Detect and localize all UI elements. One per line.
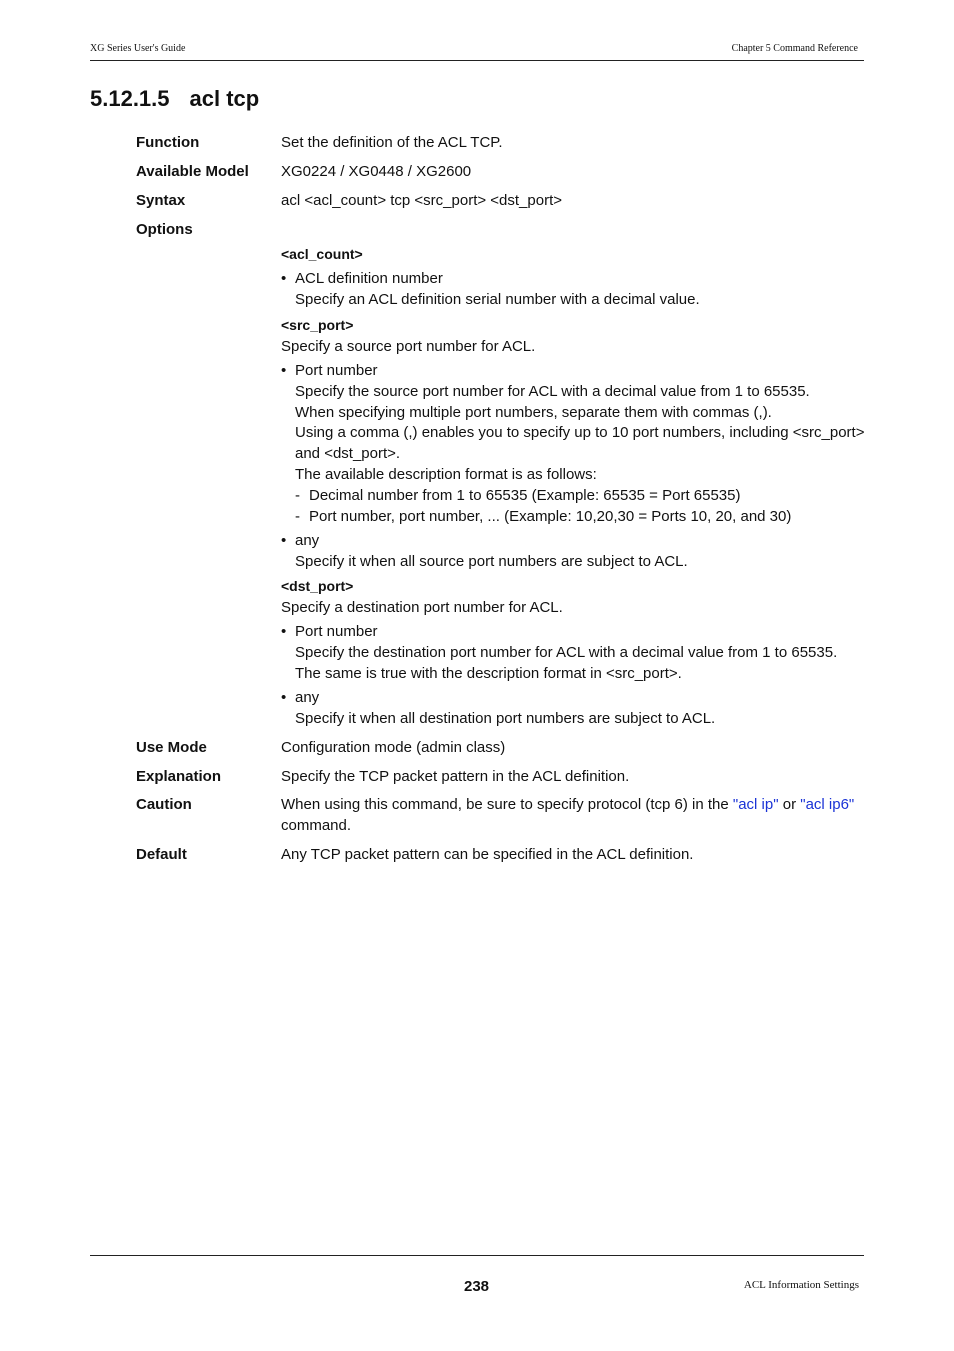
caution-text-mid: or	[778, 796, 801, 813]
explanation-label: Explanation	[136, 768, 222, 785]
option-heading-acl-count: <acl_count>	[281, 246, 363, 262]
page-number: 238	[464, 1278, 490, 1295]
option-heading-dst-port: <dst_port>	[281, 578, 354, 594]
dash-marker: -	[295, 508, 300, 525]
bullet-icon: •	[281, 270, 287, 287]
syntax-value: acl <acl_count> tcp <src_port> <dst_port>	[281, 192, 563, 209]
syntax-label: Syntax	[136, 192, 186, 209]
caution-text-pre: When using this command, be sure to specify protocol (tcp 6) in the	[281, 796, 733, 813]
dst-port-intro: Specify a destination port number for ACL.	[281, 599, 563, 616]
src-port-line: The available description format is as follows:	[295, 466, 597, 483]
src-port-line: Specify the source port number for ACL with a decimal value from 1 to 65535.	[295, 383, 810, 400]
section-number: 5.12.1.5	[90, 86, 170, 111]
dst-port-line: The same is true with the description format in <src_port>.	[295, 665, 682, 682]
footer-rule	[90, 1255, 864, 1256]
section-title	[90, 86, 259, 112]
acl-ip6-link[interactable]: "acl ip6"	[800, 796, 855, 813]
dst-port-item: Port number	[295, 623, 378, 640]
running-footer-right: ACL Information Settings	[743, 1279, 859, 1291]
use-mode-label: Use Mode	[136, 739, 207, 756]
model-value: XG0224 / XG0448 / XG2600	[281, 163, 472, 180]
src-port-line: When specifying multiple port numbers, separate them with commas (,).	[295, 404, 772, 421]
src-port-intro: Specify a source port number for ACL.	[281, 338, 536, 355]
section-name: acl tcp	[189, 86, 260, 111]
src-port-any-desc: Specify it when all source port numbers are subject to ACL.	[295, 553, 688, 570]
header-rule	[90, 60, 864, 61]
explanation-value: Specify the TCP packet pattern in the ACL definition.	[281, 768, 630, 785]
src-port-line: and <dst_port>.	[295, 445, 401, 462]
function-value: Set the definition of the ACL TCP.	[281, 134, 503, 151]
bullet-icon: •	[281, 532, 287, 549]
function-label: Function	[136, 134, 200, 151]
running-header-left: XG Series User's Guide	[90, 43, 186, 54]
use-mode-value: Configuration mode (admin class)	[281, 739, 506, 756]
dst-port-line: Specify the destination port number for ACL with a decimal value from 1 to 65535.	[295, 644, 838, 661]
model-label: Available Model	[136, 163, 249, 180]
option-heading-src-port: <src_port>	[281, 317, 354, 333]
acl-ip-link[interactable]: "acl ip"	[732, 796, 779, 813]
dst-port-any: any	[295, 689, 320, 706]
dst-port-any-desc: Specify it when all destination port numbers are subject to ACL.	[295, 710, 716, 727]
options-label: Options	[136, 221, 193, 238]
caution-text	[281, 796, 854, 813]
src-port-format: Decimal number from 1 to 65535 (Example: 65535 = Port 65535)	[309, 487, 741, 504]
running-header-right: Chapter 5 Command Reference	[731, 43, 858, 54]
src-port-any: any	[295, 532, 320, 549]
default-value: Any TCP packet pattern can be specified in the ACL definition.	[281, 846, 694, 863]
src-port-format: Port number, port number, ... (Example: 10,20,30 = Ports 10, 20, and 30)	[309, 508, 792, 525]
acl-count-item: ACL definition number	[295, 270, 443, 287]
bullet-icon: •	[281, 362, 287, 379]
default-label: Default	[136, 846, 187, 863]
bullet-icon: •	[281, 689, 287, 706]
caution-label: Caution	[136, 796, 192, 813]
caution-text-line2: command.	[281, 817, 352, 834]
dash-marker: -	[295, 487, 300, 504]
src-port-item: Port number	[295, 362, 378, 379]
bullet-icon: •	[281, 623, 287, 640]
src-port-line: Using a comma (,) enables you to specify up to 10 port numbers, including <src_port>	[295, 424, 865, 441]
acl-count-desc: Specify an ACL definition serial number with a decimal value.	[295, 291, 700, 308]
